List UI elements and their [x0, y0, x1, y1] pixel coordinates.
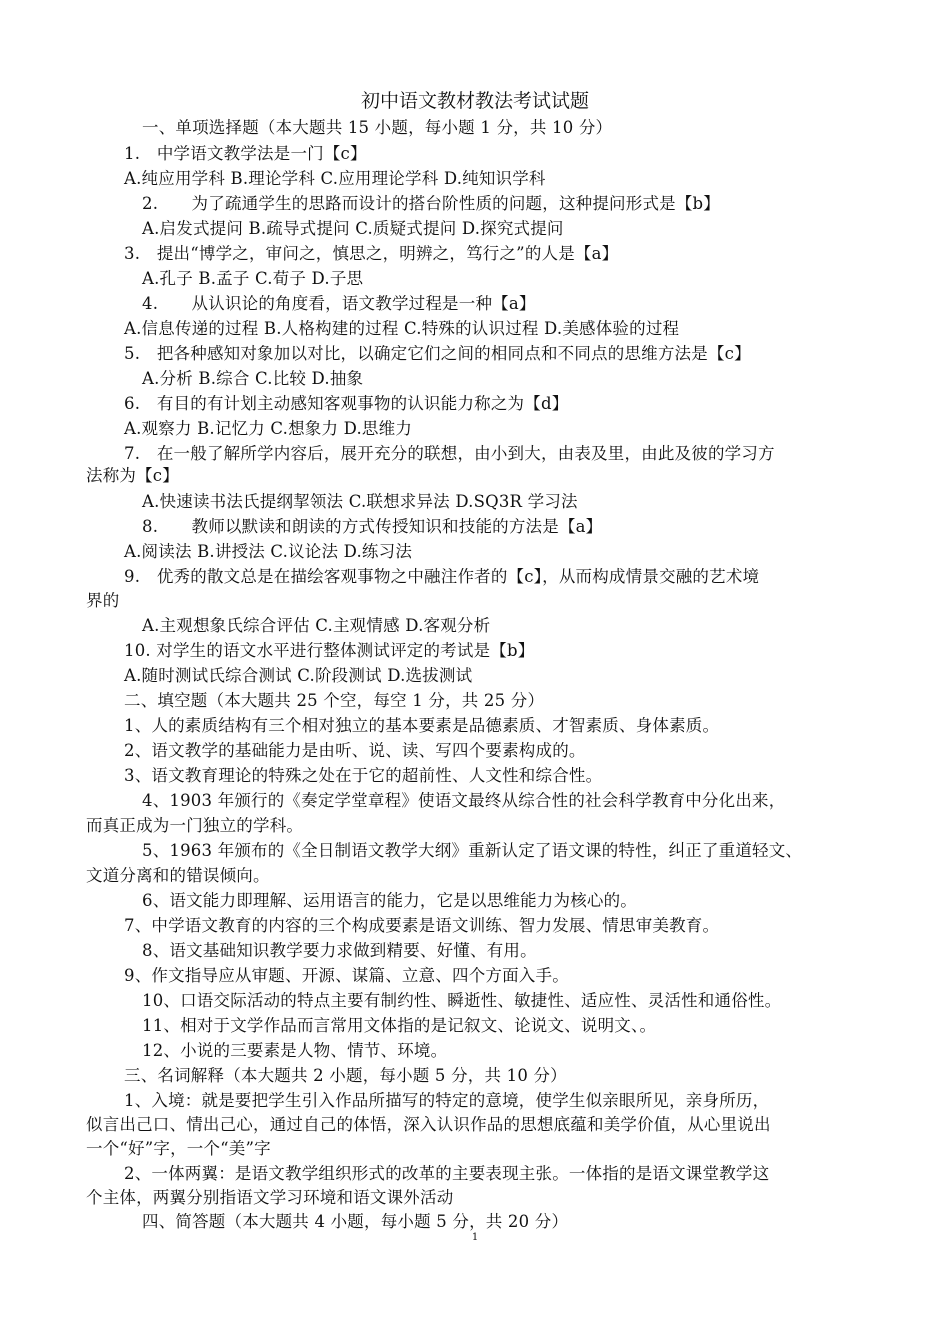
answer-options: A.快速读书法氏提纲挈领法 C.联想求异法 D.SQ3R 学习法 — [142, 492, 578, 511]
fill-blank-item: 2、语文教学的基础能力是由听、说、读、写四个要素构成的。 — [124, 741, 586, 760]
fill-blank-item: 12、小说的三要素是人物、情节、环境。 — [142, 1041, 448, 1060]
section-heading: 三、名词解释（本大题共 2 小题，每小题 5 分，共 10 分） — [124, 1066, 567, 1085]
answer-options: A.分析 B.综合 C.比较 D.抽象 — [142, 369, 364, 388]
term-definition: 1、入境：就是要把学生引入作品所描写的特定的意境，使学生似亲眼所见，亲身所历， — [124, 1091, 770, 1110]
fill-blank-item: 10、口语交际活动的特点主要有制约性、瞬逝性、敏捷性、适应性、灵活性和通俗性。 — [142, 991, 782, 1010]
answer-options: A.孔子 B.孟子 C.荀子 D.子思 — [142, 269, 364, 288]
question-line: 9. 优秀的散文总是在描绘客观事物之中融注作者的【c】，从而构成情景交融的艺术境 — [124, 567, 760, 586]
fill-blank-item: 3、语文教育理论的特殊之处在于它的超前性、人文性和综合性。 — [124, 766, 603, 785]
term-definition: 2、一体两翼：是语文教学组织形式的改革的主要表现主张。一体指的是语文课堂教学这 — [124, 1164, 770, 1183]
question-line: 7. 在一般了解所学内容后，展开充分的联想，由小到大，由表及里，由此及彼的学习方 — [124, 444, 775, 463]
question-line-continued: 界的 — [86, 591, 120, 610]
fill-blank-item-continued: 文道分离和的错误倾向。 — [86, 866, 270, 885]
question-line: 10. 对学生的语文水平进行整体测试评定的考试是【b】 — [124, 641, 535, 660]
question-line: 5. 把各种感知对象加以对比，以确定它们之间的相同点和不同点的思维方法是【c】 — [124, 344, 751, 363]
answer-options: A.阅读法 B.讲授法 C.议论法 D.练习法 — [124, 542, 413, 561]
answer-options: A.随时测试氏综合测试 C.阶段测试 D.选拔测试 — [124, 666, 473, 685]
question-line: 1. 中学语文教学法是一门【c】 — [124, 144, 367, 163]
question-line: 4. 从认识论的角度看，语文教学过程是一种【a】 — [142, 294, 536, 313]
fill-blank-item: 8、语文基础知识教学要力求做到精要、好懂、有用。 — [142, 941, 537, 960]
question-line: 6. 有目的有计划主动感知客观事物的认识能力称之为【d】 — [124, 394, 569, 413]
fill-blank-item: 11、相对于文学作品而言常用文体指的是记叙文、论说文、说明文、。 — [142, 1016, 657, 1035]
term-definition-continued: 一个“好”字，一个“美”字 — [86, 1139, 271, 1158]
fill-blank-item: 4、1903 年颁行的《奏定学堂章程》使语文最终从综合性的社会科学教育中分化出来， — [142, 791, 786, 810]
section-heading: 四、简答题（本大题共 4 小题，每小题 5 分，共 20 分） — [142, 1212, 569, 1231]
fill-blank-item: 1、人的素质结构有三个相对独立的基本要素是品德素质、才智素质、身体素质。 — [124, 716, 720, 735]
answer-options: A.纯应用学科 B.理论学科 C.应用理论学科 D.纯知识学科 — [124, 169, 546, 188]
term-definition-continued: 个主体，两翼分别指语文学习环境和语文课外活动 — [86, 1188, 454, 1207]
question-line: 2. 为了疏通学生的思路而设计的搭台阶性质的问题，这种提问形式是【b】 — [142, 194, 721, 213]
fill-blank-item-continued: 而真正成为一门独立的学科。 — [86, 816, 304, 835]
question-line: 3. 提出“博学之，审问之，慎思之，明辨之，笃行之”的人是【a】 — [124, 244, 619, 263]
question-line: 8. 教师以默读和朗读的方式传授知识和技能的方法是【a】 — [142, 517, 603, 536]
fill-blank-item: 5、1963 年颁布的《全日制语文教学大纲》重新认定了语文课的特性，纠正了重道轻文、 — [142, 841, 803, 860]
answer-options: A.观察力 B.记忆力 C.想象力 D.思维力 — [124, 419, 413, 438]
term-definition-continued: 似言出己口、情出己心，通过自己的体悟，深入认识作品的思想底蕴和美学价值，从心里说出 — [86, 1115, 771, 1134]
fill-blank-item: 7、中学语文教育的内容的三个构成要素是语文训练、智力发展、情思审美教育。 — [124, 916, 720, 935]
answer-options: A.主观想象氏综合评估 C.主观情感 D.客观分析 — [142, 616, 491, 635]
section-heading: 二、填空题（本大题共 25 个空，每空 1 分，共 25 分） — [124, 691, 545, 710]
question-line-continued: 法称为【c】 — [86, 466, 179, 485]
answer-options: A.启发式提问 B.疏导式提问 C.质疑式提问 D.探究式提问 — [142, 219, 564, 238]
fill-blank-item: 9、作文指导应从审题、开源、谋篇、立意、四个方面入手。 — [124, 966, 569, 985]
fill-blank-item: 6、语文能力即理解、运用语言的能力，它是以思维能力为核心的。 — [142, 891, 637, 910]
section-heading: 一、单项选择题（本大题共 15 小题，每小题 1 分，共 10 分） — [142, 118, 613, 137]
page-title: 初中语文教材教法考试试题 — [360, 90, 589, 112]
page-number: 1 — [471, 1232, 479, 1243]
answer-options: A.信息传递的过程 B.人格构建的过程 C.特殊的认识过程 D.美感体验的过程 — [124, 319, 680, 338]
